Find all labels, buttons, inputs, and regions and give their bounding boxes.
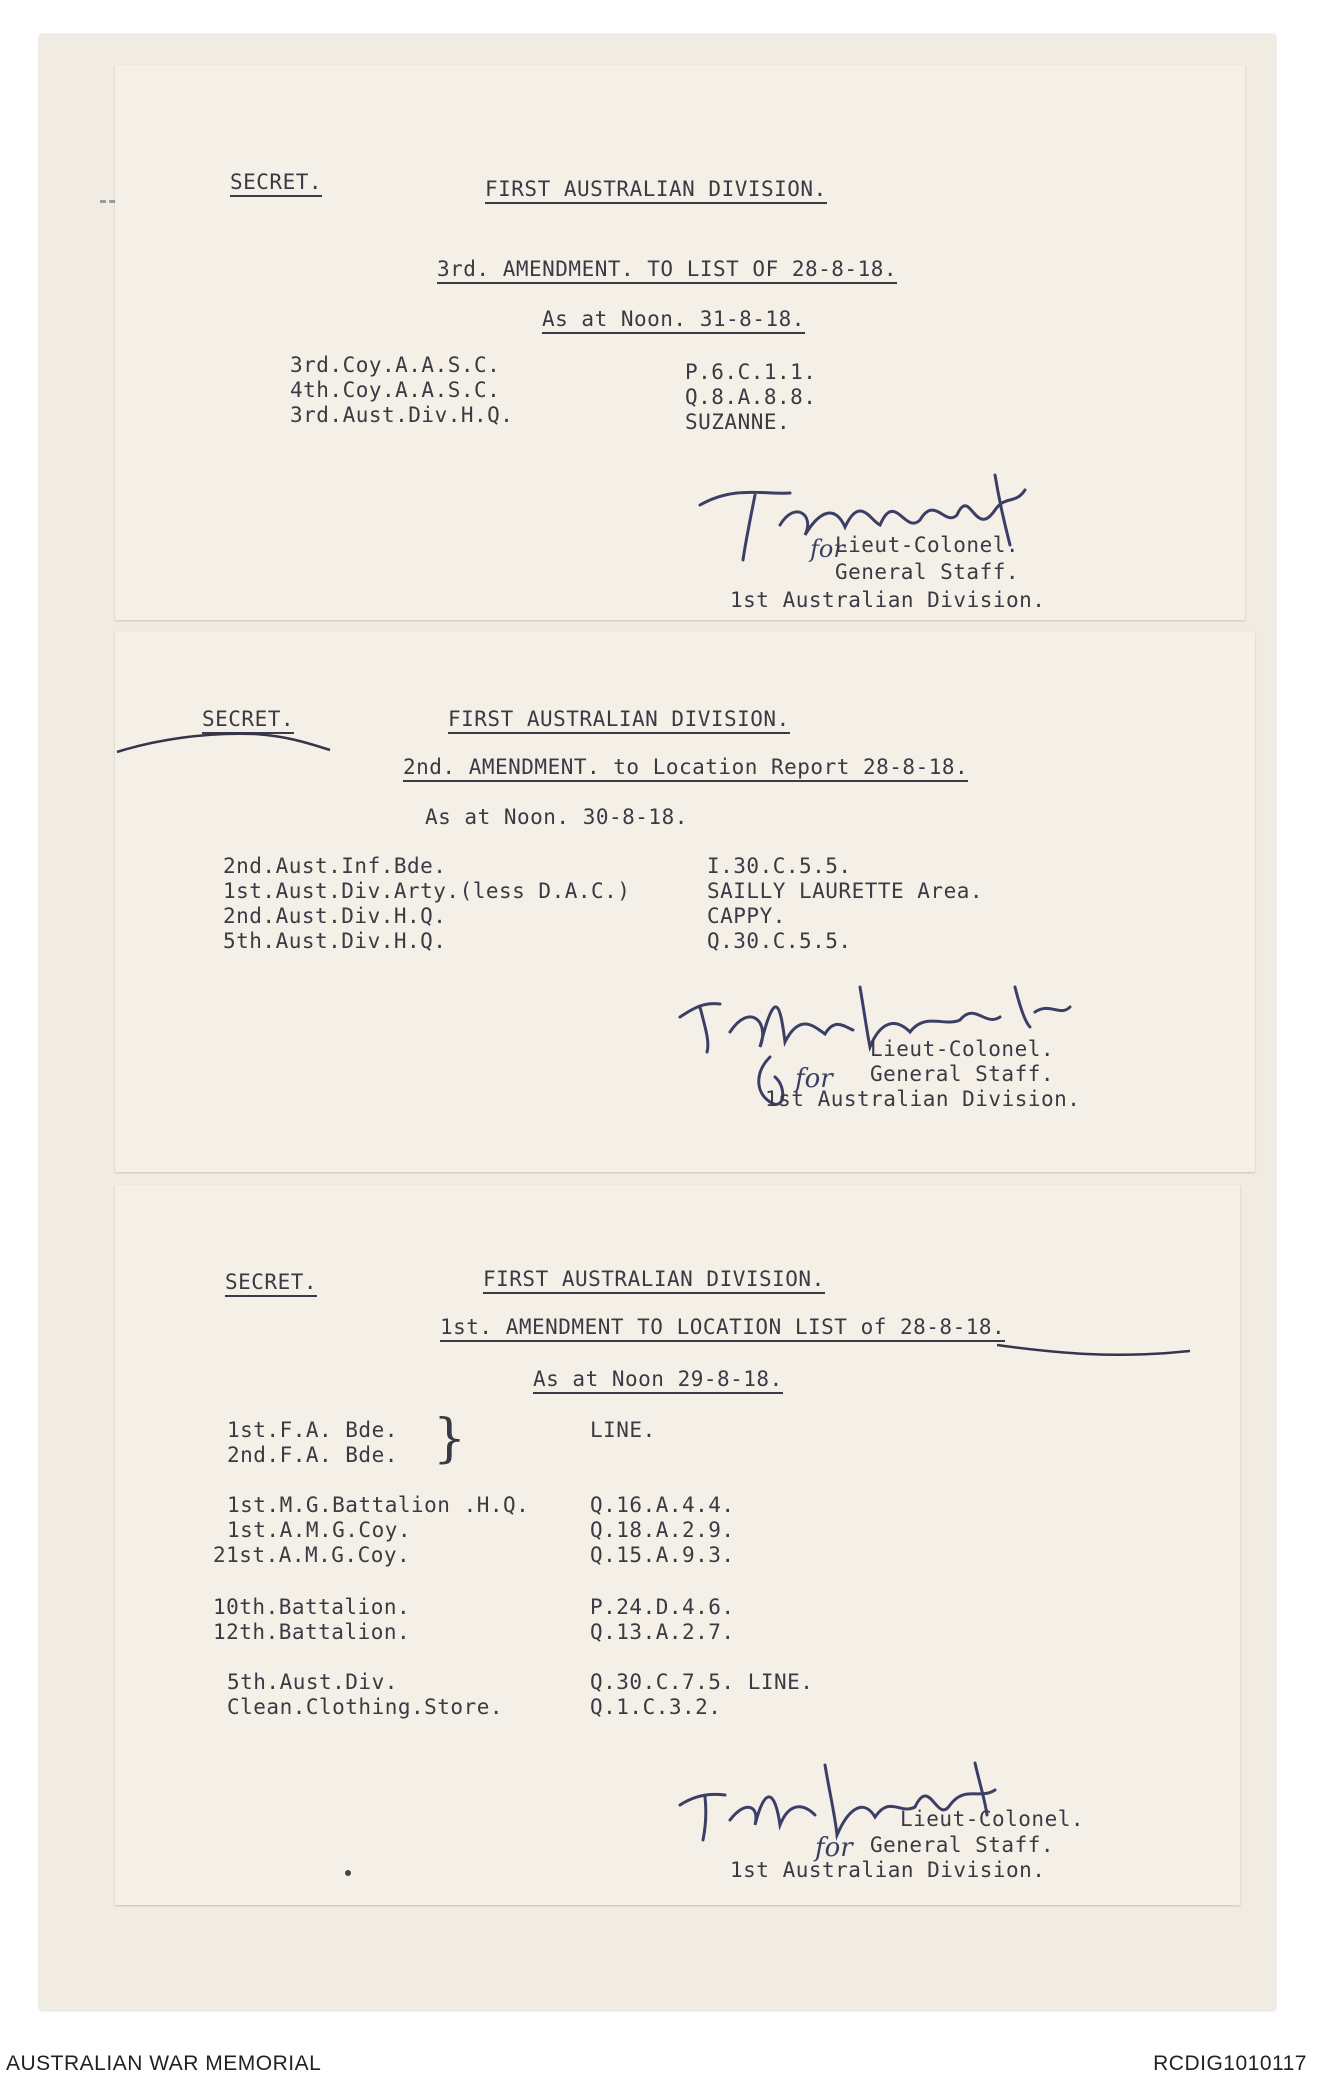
slip3-rank-2: General Staff. (870, 1833, 1055, 1857)
slip2-rank-3: 1st Australian Division. (765, 1087, 1081, 1111)
slip3-unit-7: 12th.Battalion. (213, 1620, 411, 1644)
slip2-subheading: 2nd. AMENDMENT. to Location Report 28-8-18. (403, 755, 968, 782)
slip2-location-4: Q.30.C.5.5. (707, 929, 852, 953)
slip2-for-text: for (795, 1064, 833, 1094)
slip1-unit-2: 4th.Coy.A.A.S.C. (290, 378, 501, 402)
slip3-rank-1: Lieut-Colonel. (900, 1807, 1085, 1831)
slip2-location-3: CAPPY. (707, 904, 786, 928)
slip3-location-8: Q.30.C.7.5. LINE. (590, 1670, 814, 1694)
slip3-unit-6: 10th.Battalion. (213, 1595, 411, 1619)
slip2-rank-1: Lieut-Colonel. (870, 1037, 1055, 1061)
slip3-rank-3: 1st Australian Division. (730, 1858, 1046, 1882)
slip3-location-1: LINE. (590, 1418, 656, 1442)
ink-dot (345, 1870, 351, 1876)
slip3-unit-4: 1st.A.M.G.Coy. (227, 1518, 412, 1542)
slip2-unit-3: 2nd.Aust.Div.H.Q. (223, 904, 447, 928)
slip2-unit-1: 2nd.Aust.Inf.Bde. (223, 854, 447, 878)
slip3-heading: FIRST AUSTRALIAN DIVISION. (483, 1267, 825, 1294)
slip2-unit-4: 5th.Aust.Div.H.Q. (223, 929, 447, 953)
slip3-location-7: Q.13.A.2.7. (590, 1620, 735, 1644)
slip1-location-2: Q.8.A.8.8. (685, 385, 817, 409)
slip1-unit-3: 3rd.Aust.Div.H.Q. (290, 403, 514, 427)
slip2-heading: FIRST AUSTRALIAN DIVISION. (448, 707, 790, 734)
slip3-unit-3: 1st.M.G.Battalion .H.Q. (227, 1493, 530, 1517)
slip1-rank-2: General Staff. (835, 560, 1020, 584)
memo-slip-3 (115, 1185, 1240, 1905)
footer-right: RCDIG1010117 (1153, 2052, 1307, 2075)
slip3-secret-label: SECRET. (225, 1270, 317, 1297)
slip1-heading: FIRST AUSTRALIAN DIVISION. (485, 177, 827, 204)
memo-slip-1 (115, 65, 1245, 620)
slip3-scribble (995, 1335, 1195, 1365)
slip3-location-4: Q.18.A.2.9. (590, 1518, 735, 1542)
slip3-location-9: Q.1.C.3.2. (590, 1695, 722, 1719)
slip3-unit-2: 2nd.F.A. Bde. (227, 1443, 398, 1467)
slip3-unit-1: 1st.F.A. Bde. (227, 1418, 398, 1442)
document-sheet (40, 35, 1275, 2010)
slip1-location-3: SUZANNE. (685, 410, 791, 434)
slip2-secret-label: SECRET. (202, 707, 294, 734)
slip3-location-6: P.24.D.4.6. (590, 1595, 735, 1619)
slip1-location-1: P.6.C.1.1. (685, 360, 817, 384)
footer-left: AUSTRALIAN WAR MEMORIAL (6, 2052, 322, 2075)
slip3-as-at: As at Noon 29-8-18. (533, 1367, 783, 1394)
slip3-for-text: for (815, 1833, 853, 1863)
slip1-as-at: As at Noon. 31-8-18. (542, 307, 805, 334)
slip1-secret-label: SECRET. (230, 170, 322, 197)
slip2-unit-2: 1st.Aust.Div.Arty.(less D.A.C.) (223, 879, 631, 903)
slip2-scribble (115, 722, 335, 762)
slip1-unit-1: 3rd.Coy.A.A.S.C. (290, 353, 501, 377)
slip3-location-5: Q.15.A.9.3. (590, 1543, 735, 1567)
slip1-for-text: for (810, 535, 845, 563)
slip3-unit-8: 5th.Aust.Div. (227, 1670, 398, 1694)
slip3-brace: } (433, 1409, 467, 1469)
slip3-unit-9: Clean.Clothing.Store. (227, 1695, 504, 1719)
slip1-rank-1: Lieut-Colonel. (835, 533, 1020, 557)
slip2-location-1: I.30.C.5.5. (707, 854, 852, 878)
slip1-rank-3: 1st Australian Division. (730, 588, 1046, 612)
slip1-subheading: 3rd. AMENDMENT. TO LIST OF 28-8-18. (437, 257, 897, 284)
slip1-signature (695, 465, 1115, 575)
slip2-location-2: SAILLY LAURETTE Area. (707, 879, 984, 903)
slip2-as-at: As at Noon. 30-8-18. (425, 805, 688, 829)
slip3-subheading: 1st. AMENDMENT TO LOCATION LIST of 28-8-18. (440, 1315, 1005, 1342)
slip3-location-3: Q.16.A.4.4. (590, 1493, 735, 1517)
slip2-rank-2: General Staff. (870, 1062, 1055, 1086)
slip3-unit-5: 21st.A.M.G.Coy. (213, 1543, 411, 1567)
memo-slip-2 (115, 632, 1255, 1172)
